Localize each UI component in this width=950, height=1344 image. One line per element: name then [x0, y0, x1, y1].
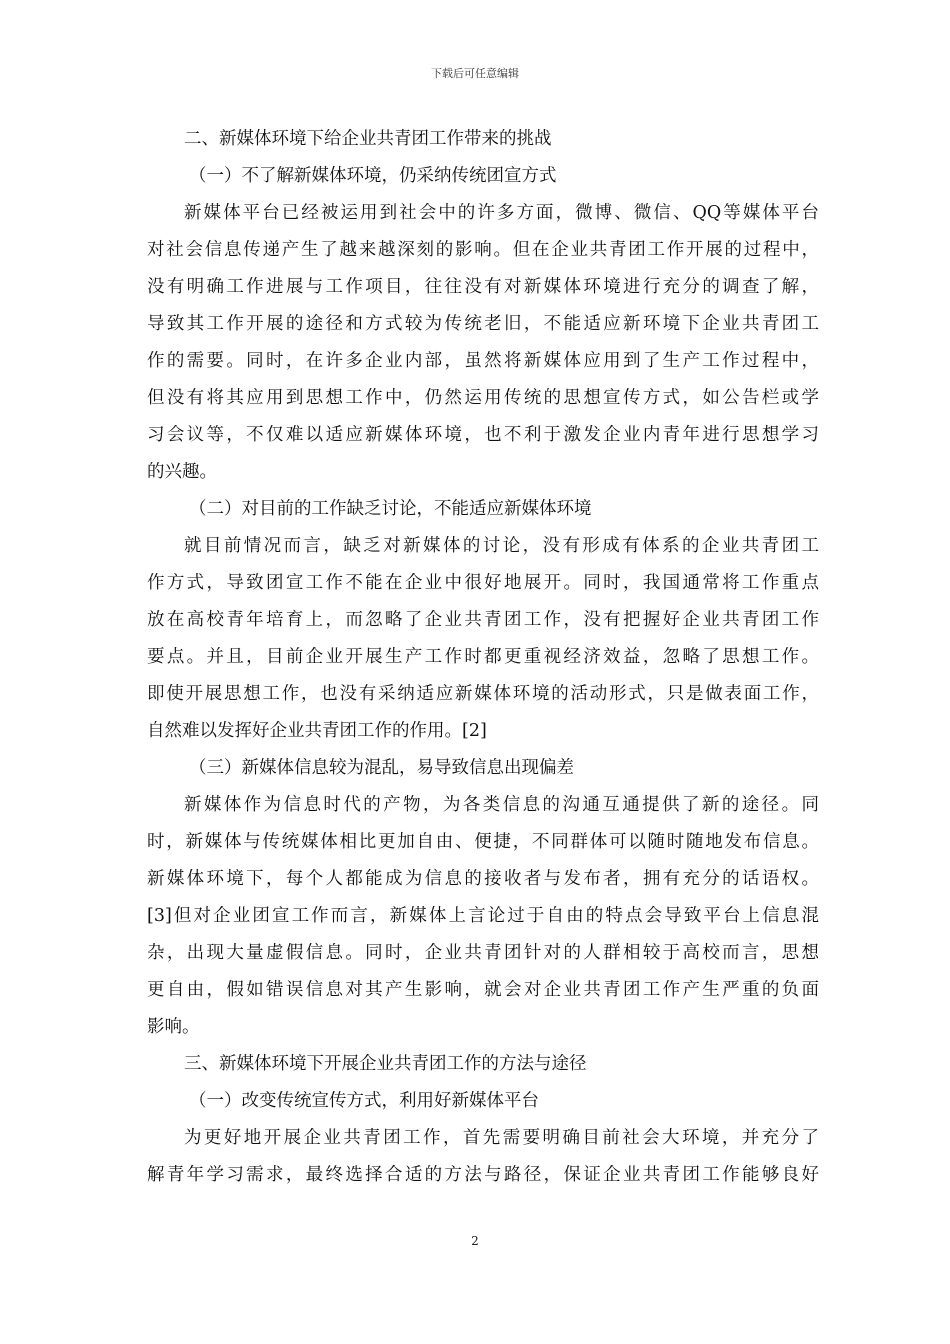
text-line: （一）不了解新媒体环境，仍采纳传统团宣方式 — [189, 166, 557, 186]
text-line: 即使开展思想工作，也没有采纳适应新媒体环境的活动形式，只是做表面工作， — [147, 684, 819, 704]
text-line: 导致其工作开展的途径和方式较为传统老旧，不能适应新环境下企业共青团工 — [147, 314, 819, 334]
text-line: 就目前情况而言，缺乏对新媒体的讨论，没有形成有体系的企业共青团工 — [184, 536, 819, 556]
text-line: 新媒体环境下，每个人都能成为信息的接收者与发布者，拥有充分的话语权。 — [147, 869, 819, 889]
text-line: 二、新媒体环境下给企业共青团工作带来的挑战 — [184, 129, 552, 149]
text-line: [3]但对企业团宣工作而言，新媒体上言论过于自由的特点会导致平台上信息混 — [147, 906, 819, 926]
page-number: 2 — [471, 1234, 479, 1248]
text-line: 影响。 — [147, 1017, 200, 1037]
text-line: （三）新媒体信息较为混乱，易导致信息出现偏差 — [189, 758, 574, 778]
text-line: 新媒体平台已经被运用到社会中的许多方面，微博、微信、QQ等媒体平台 — [184, 203, 819, 223]
text-line: 为更好地开展企业共青团工作，首先需要明确目前社会大环境，并充分了 — [184, 1128, 819, 1148]
text-line: 解青年学习需求，最终选择合适的方法与路径，保证企业共青团工作能够良好 — [147, 1165, 819, 1185]
text-line: 的兴趣。 — [147, 462, 217, 482]
text-line: 但没有将其应用到思想工作中，仍然运用传统的思想宣传方式，如公告栏或学 — [147, 388, 819, 408]
document-body — [147, 121, 819, 1194]
text-line: 习会议等，不仅难以适应新媒体环境，也不利于激发企业内青年进行思想学习 — [147, 425, 819, 445]
text-line: 时，新媒体与传统媒体相比更加自由、便捷，不同群体可以随时随地发布信息。 — [147, 832, 819, 852]
page-header-note: 下载后可任意编辑 — [431, 67, 519, 80]
text-line: 要点。并且，目前企业开展生产工作时都更重视经济效益，忽略了思想工作。 — [147, 647, 819, 667]
text-line: 没有明确工作进展与工作项目，往往没有对新媒体环境进行充分的调查了解， — [147, 277, 819, 297]
text-line: 放在高校青年培育上，而忽略了企业共青团工作，没有把握好企业共青团工作 — [147, 610, 819, 630]
text-line: 作的需要。同时，在许多企业内部，虽然将新媒体应用到了生产工作过程中， — [147, 351, 819, 371]
text-line: 杂，出现大量虚假信息。同时，企业共青团针对的人群相较于高校而言，思想 — [147, 943, 819, 963]
text-line: 更自由，假如错误信息对其产生影响，就会对企业共青团工作产生严重的负面 — [147, 980, 819, 1000]
text-line: 作方式，导致团宣工作不能在企业中很好地展开。同时，我国通常将工作重点 — [147, 573, 819, 593]
text-line: 三、新媒体环境下开展企业共青团工作的方法与途径 — [184, 1054, 587, 1074]
text-line: 对社会信息传递产生了越来越深刻的影响。但在企业共青团工作开展的过程中， — [147, 240, 819, 260]
text-line: （二）对目前的工作缺乏讨论，不能适应新媒体环境 — [189, 499, 592, 519]
text-line: （一）改变传统宣传方式，利用好新媒体平台 — [189, 1091, 539, 1111]
text-line: 新媒体作为信息时代的产物，为各类信息的沟通互通提供了新的途径。同 — [184, 795, 819, 815]
text-line: 自然难以发挥好企业共青团工作的作用。[2] — [147, 721, 487, 741]
